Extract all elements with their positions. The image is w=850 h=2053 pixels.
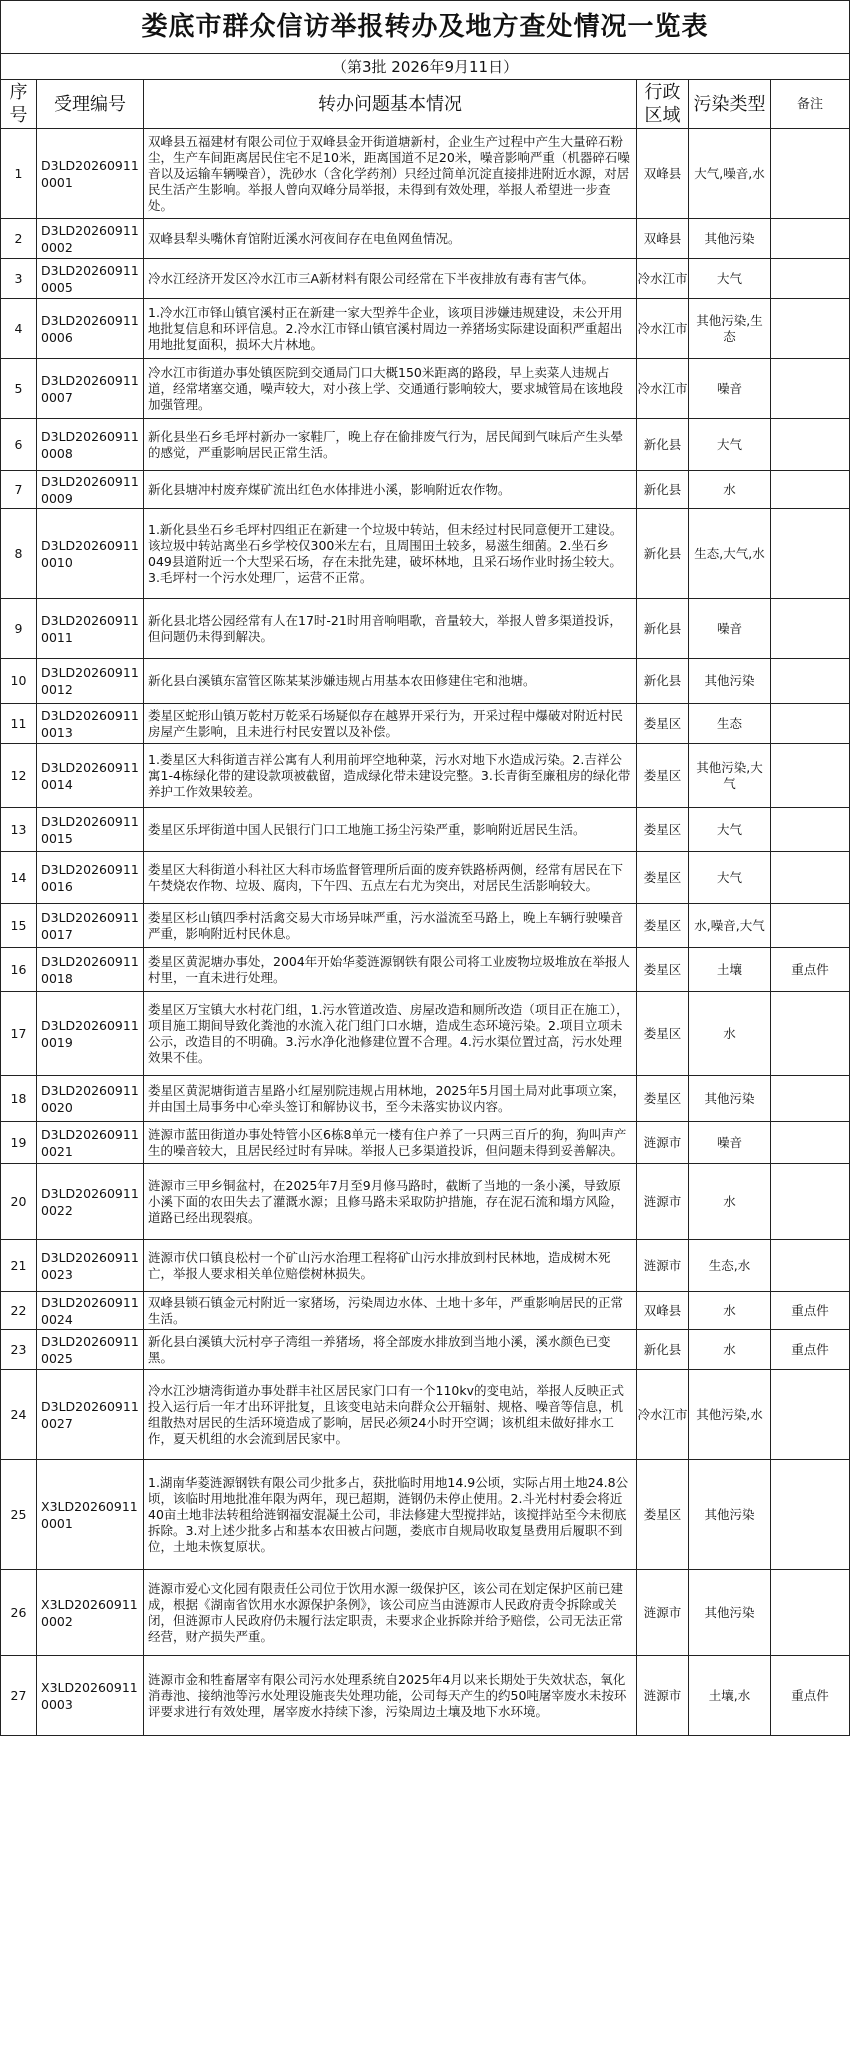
case-description: 1.娄星区大科街道吉祥公寓有人利用前坪空地种菜，污水对地下水造成污染。2.吉祥公寓1-4栋绿化带的建设款项被截留，造成绿化带未建设完整。3.长青街至廉租房的绿化带养护工作效果较差。 [144, 744, 637, 808]
case-description: 新化县坐石乡毛坪村新办一家鞋厂，晚上存在偷排废气行为，居民闻到气味后产生头晕的感觉，严重影响居民正常生活。 [144, 419, 637, 471]
case-description: 娄星区黄泥塘办事处，2004年开始华菱涟源钢铁有限公司将工业废物垃圾堆放在举报人村里，一直未进行处理。 [144, 948, 637, 992]
table-row [1, 852, 850, 904]
remark [771, 659, 850, 704]
table-row [1, 992, 850, 1076]
table-row [1, 599, 850, 659]
case-id: D3LD202609110027 [37, 1370, 144, 1460]
remark [771, 1460, 850, 1570]
case-id: D3LD202609110008 [37, 419, 144, 471]
case-description: 新化县白溪镇东富管区陈某某涉嫌违规占用基本农田修建住宅和池塘。 [144, 659, 637, 704]
row-number: 5 [1, 359, 37, 419]
row-number: 23 [1, 1330, 37, 1370]
remark [771, 259, 850, 299]
case-description: 娄星区黄泥塘街道吉星路小红屋别院违规占用林地，2025年5月国土局对此事项立案，并由国土局事务中心牵头签订和解协议书，至今未落实协议内容。 [144, 1076, 637, 1122]
row-number: 20 [1, 1164, 37, 1240]
case-id: D3LD202609110001 [37, 129, 144, 219]
case-description: 涟源市三甲乡铜盆村，在2025年7月至9月修马路时，截断了当地的一条小溪，导致原小溪下面的农田失去了灌溉水源；且修马路未采取防护措施，存在泥石流和塌方风险，道路已经出现裂痕。 [144, 1164, 637, 1240]
table-row [1, 1164, 850, 1240]
case-description: 娄星区蛇形山镇万乾村万乾采石场疑似存在越界开采行为，开采过程中爆破对附近村民房屋产生影响，且未进行村民安置以及补偿。 [144, 704, 637, 744]
remark [771, 1570, 850, 1656]
pollution-type: 大气 [689, 259, 771, 299]
case-description: 冷水江经济开发区冷水江市三A新材料有限公司经常在下半夜排放有毒有害气体。 [144, 259, 637, 299]
pollution-type: 生态,水 [689, 1240, 771, 1292]
pollution-type: 其他污染 [689, 1570, 771, 1656]
case-id: D3LD202609110010 [37, 509, 144, 599]
remark [771, 509, 850, 599]
case-description: 娄星区万宝镇大水村花门组，1.污水管道改造、房屋改造和厕所改造（项目正在施工），项目施工期间导致化粪池的水流入花门组门口水塘，造成生态环境污染。2.项目立项未公示，改造目的不明确。3.污水净化池修建位置不合理。4.污水渠位置过高，污水处理效果不佳。 [144, 992, 637, 1076]
case-id: D3LD202609110014 [37, 744, 144, 808]
admin-area: 新化县 [637, 599, 689, 659]
pollution-type: 其他污染,生态 [689, 299, 771, 359]
table-row [1, 1076, 850, 1122]
case-description: 新化县塘冲村废弃煤矿流出红色水体排进小溪，影响附近农作物。 [144, 471, 637, 509]
case-id: D3LD202609110015 [37, 808, 144, 852]
pollution-type: 生态 [689, 704, 771, 744]
admin-area: 双峰县 [637, 129, 689, 219]
remark [771, 599, 850, 659]
pollution-type: 大气 [689, 808, 771, 852]
admin-area: 娄星区 [637, 1076, 689, 1122]
case-id: D3LD202609110012 [37, 659, 144, 704]
pollution-type: 其他污染 [689, 1460, 771, 1570]
table-row [1, 1240, 850, 1292]
table-row [1, 704, 850, 744]
case-id: D3LD202609110021 [37, 1122, 144, 1164]
case-description: 涟源市伏口镇良松村一个矿山污水治理工程将矿山污水排放到村民林地，造成树木死亡，举报人要求相关单位赔偿树林损失。 [144, 1240, 637, 1292]
admin-area: 娄星区 [637, 808, 689, 852]
remark [771, 808, 850, 852]
header-desc: 转办问题基本情况 [144, 80, 637, 129]
remark: 重点件 [771, 1292, 850, 1330]
case-description: 1.冷水江市铎山镇官溪村正在新建一家大型养牛企业，该项目涉嫌违规建设，未公开用地批复信息和环评信息。2.冷水江市铎山镇官溪村周边一养猪场实际建设面积严重超出用地批复面积，损坏大片林地。 [144, 299, 637, 359]
row-number: 9 [1, 599, 37, 659]
title-row [1, 1, 850, 54]
remark [771, 992, 850, 1076]
row-number: 17 [1, 992, 37, 1076]
remark [771, 904, 850, 948]
case-id: D3LD202609110007 [37, 359, 144, 419]
pollution-type: 其他污染 [689, 1076, 771, 1122]
case-id: D3LD202609110019 [37, 992, 144, 1076]
case-description: 冷水江沙塘湾街道办事处群丰社区居民家门口有一个110kv的变电站，举报人反映正式投入运行后一年才出环评批复，且该变电站未向群众公开辐射、规格、噪音等信息，机组散热对居民的生活环境造成了影响，居民必须24小时开空调；该机组未做好排水工作，夏天机组的水会流到居民家中。 [144, 1370, 637, 1460]
pollution-type: 水 [689, 1164, 771, 1240]
case-description: 娄星区大科街道小科社区大科市场监督管理所后面的废弃铁路桥两侧，经常有居民在下午焚烧农作物、垃圾、腐肉，下午四、五点左右尤为突出，对居民生活影响较大。 [144, 852, 637, 904]
table-row [1, 1460, 850, 1570]
admin-area: 涟源市 [637, 1164, 689, 1240]
remark [771, 1164, 850, 1240]
case-id: X3LD202609110001 [37, 1460, 144, 1570]
pollution-type: 水,噪音,大气 [689, 904, 771, 948]
table-row [1, 219, 850, 259]
row-number: 24 [1, 1370, 37, 1460]
admin-area: 娄星区 [637, 744, 689, 808]
admin-area: 涟源市 [637, 1122, 689, 1164]
pollution-type: 大气,噪音,水 [689, 129, 771, 219]
remark [771, 419, 850, 471]
row-number: 22 [1, 1292, 37, 1330]
header-row [1, 80, 850, 129]
case-description: 新化县北塔公园经常有人在17时-21时用音响唱歌，音量较大，举报人曾多渠道投诉，但问题仍未得到解决。 [144, 599, 637, 659]
remark: 重点件 [771, 1330, 850, 1370]
row-number: 19 [1, 1122, 37, 1164]
admin-area: 新化县 [637, 509, 689, 599]
row-number: 10 [1, 659, 37, 704]
admin-area: 冷水江市 [637, 1370, 689, 1460]
case-id: D3LD202609110017 [37, 904, 144, 948]
remark [771, 1240, 850, 1292]
table-row [1, 471, 850, 509]
case-description: 涟源市蓝田街道办事处特管小区6栋8单元一楼有住户养了一只两三百斤的狗，狗叫声产生的噪音较大，且居民经过时有异味。举报人已多渠道投诉，但问题未得到妥善解决。 [144, 1122, 637, 1164]
case-description: 双峰县犁头嘴休育馆附近溪水河夜间存在电鱼网鱼情况。 [144, 219, 637, 259]
case-id: D3LD202609110022 [37, 1164, 144, 1240]
admin-area: 娄星区 [637, 904, 689, 948]
table-row [1, 808, 850, 852]
admin-area: 涟源市 [637, 1240, 689, 1292]
admin-area: 娄星区 [637, 1460, 689, 1570]
row-number: 13 [1, 808, 37, 852]
case-id: D3LD202609110011 [37, 599, 144, 659]
pollution-type: 生态,大气,水 [689, 509, 771, 599]
row-number: 15 [1, 904, 37, 948]
case-description: 新化县白溪镇大沅村亭子湾组一养猪场，将全部废水排放到当地小溪，溪水颜色已变黑。 [144, 1330, 637, 1370]
admin-area: 涟源市 [637, 1570, 689, 1656]
row-number: 25 [1, 1460, 37, 1570]
case-id: X3LD202609110003 [37, 1656, 144, 1736]
pollution-type: 大气 [689, 852, 771, 904]
admin-area: 冷水江市 [637, 259, 689, 299]
pollution-type: 水 [689, 1292, 771, 1330]
remark [771, 744, 850, 808]
remark: 重点件 [771, 948, 850, 992]
header-id: 受理编号 [37, 80, 144, 129]
row-number: 2 [1, 219, 37, 259]
pollution-type: 土壤,水 [689, 1656, 771, 1736]
subtitle-row [1, 54, 850, 80]
table-row [1, 259, 850, 299]
case-id: D3LD202609110023 [37, 1240, 144, 1292]
table-row [1, 948, 850, 992]
pollution-type: 其他污染 [689, 219, 771, 259]
table-row [1, 129, 850, 219]
case-description: 1.新化县坐石乡毛坪村四组正在新建一个垃圾中转站，但未经过村民同意便开工建设。该垃圾中转站离坐石乡学校仅300米左右，且周围田土较多，易滋生细菌。2.坐石乡049县道附近一个大型采石场，存在未批先建，破坏林地，且采石场作业时扬尘较大。3.毛坪村一个污水处理厂，运营不正常。 [144, 509, 637, 599]
table-row [1, 299, 850, 359]
table-row [1, 904, 850, 948]
row-number: 3 [1, 259, 37, 299]
table-row [1, 1570, 850, 1656]
pollution-type: 土壤 [689, 948, 771, 992]
case-description: 双峰县五福建材有限公司位于双峰县金开街道塘新村，企业生产过程中产生大量碎石粉尘，生产车间距离居民住宅不足10米，距离国道不足20米，噪音影响严重（机器碎石噪音以及运输车辆噪音），洗砂水（含化学药剂）只经过简单沉淀直接排进附近水源，对居民生活产生影响。举报人曾向双峰分局举报，未得到有效处理，举报人希望进一步查处。 [144, 129, 637, 219]
remark [771, 299, 850, 359]
header-area: 行政区域 [637, 80, 689, 129]
case-description: 双峰县锁石镇金元村附近一家猪场，污染周边水体、土地十多年，严重影响居民的正常生活。 [144, 1292, 637, 1330]
admin-area: 冷水江市 [637, 359, 689, 419]
remark [771, 219, 850, 259]
pollution-type: 其他污染 [689, 659, 771, 704]
header-note: 备注 [771, 80, 850, 129]
table-row [1, 1656, 850, 1736]
row-number: 11 [1, 704, 37, 744]
case-description: 1.湖南华菱涟源钢铁有限公司少批多占，获批临时用地14.9公顷，实际占用土地24.8公顷，该临时用地批准年限为两年，现已超期，涟钢仍未停止使用。2.斗光村村委会将近40亩土地非法转租给涟钢福安混凝土公司，非法修建大型搅拌站，该搅拌站至今未彻底拆除。3.对上述少批多占和基本农田被占问题，娄底市自规局收取复垦费用后履职不到位，土地未恢复原状。 [144, 1460, 637, 1570]
row-number: 27 [1, 1656, 37, 1736]
case-description: 涟源市金和牲畜屠宰有限公司污水处理系统自2025年4月以来长期处于失效状态，氧化消毒池、接纳池等污水处理设施丧失处理功能，公司每天产生的约50吨屠宰废水未按环评要求进行有效处理，屠宰废水持续下渗，污染周边土壤及地下水环境。 [144, 1656, 637, 1736]
remark [771, 704, 850, 744]
remark [771, 359, 850, 419]
case-description: 娄星区杉山镇四季村活禽交易大市场异味严重，污水溢流至马路上，晚上车辆行驶噪音严重，影响附近村民休息。 [144, 904, 637, 948]
row-number: 12 [1, 744, 37, 808]
row-number: 26 [1, 1570, 37, 1656]
row-number: 14 [1, 852, 37, 904]
remark [771, 1122, 850, 1164]
case-id: D3LD202609110009 [37, 471, 144, 509]
admin-area: 涟源市 [637, 1656, 689, 1736]
row-number: 8 [1, 509, 37, 599]
case-id: D3LD202609110002 [37, 219, 144, 259]
header-type: 污染类型 [689, 80, 771, 129]
case-id: D3LD202609110024 [37, 1292, 144, 1330]
table-row [1, 659, 850, 704]
admin-area: 娄星区 [637, 992, 689, 1076]
admin-area: 娄星区 [637, 948, 689, 992]
pollution-type: 水 [689, 992, 771, 1076]
admin-area: 娄星区 [637, 704, 689, 744]
row-number: 7 [1, 471, 37, 509]
admin-area: 新化县 [637, 471, 689, 509]
table-row [1, 744, 850, 808]
pollution-type: 大气 [689, 419, 771, 471]
document-title: 娄底市群众信访举报转办及地方查处情况一览表 [1, 1, 850, 54]
remark [771, 1370, 850, 1460]
case-id: D3LD202609110016 [37, 852, 144, 904]
admin-area: 冷水江市 [637, 299, 689, 359]
row-number: 16 [1, 948, 37, 992]
case-id: D3LD202609110025 [37, 1330, 144, 1370]
admin-area: 新化县 [637, 659, 689, 704]
pollution-type: 水 [689, 471, 771, 509]
pollution-type: 噪音 [689, 599, 771, 659]
case-id: D3LD202609110013 [37, 704, 144, 744]
row-number: 1 [1, 129, 37, 219]
table-row [1, 1370, 850, 1460]
header-no: 序号 [1, 80, 37, 129]
row-number: 6 [1, 419, 37, 471]
admin-area: 新化县 [637, 1330, 689, 1370]
pollution-type: 噪音 [689, 359, 771, 419]
admin-area: 双峰县 [637, 1292, 689, 1330]
pollution-type: 水 [689, 1330, 771, 1370]
table-row [1, 1122, 850, 1164]
case-description: 涟源市爱心文化园有限责任公司位于饮用水源一级保护区，该公司在划定保护区前已建成，根据《湖南省饮用水水源保护条例》，该公司应当由涟源市人民政府责令拆除或关闭，但涟源市人民政府仍未履行法定职责，未要求企业拆除并给予赔偿，公司无法正常经营，财产损失严重。 [144, 1570, 637, 1656]
table-row [1, 1330, 850, 1370]
row-number: 18 [1, 1076, 37, 1122]
admin-area: 新化县 [637, 419, 689, 471]
table-row [1, 1292, 850, 1330]
row-number: 4 [1, 299, 37, 359]
remark [771, 471, 850, 509]
pollution-type: 其他污染,水 [689, 1370, 771, 1460]
table-row [1, 359, 850, 419]
remark [771, 852, 850, 904]
case-id: X3LD202609110002 [37, 1570, 144, 1656]
document-subtitle: （第3批 2026年9月11日） [1, 54, 850, 80]
pollution-type: 噪音 [689, 1122, 771, 1164]
pollution-type: 其他污染,大气 [689, 744, 771, 808]
case-id: D3LD202609110018 [37, 948, 144, 992]
remark: 重点件 [771, 1656, 850, 1736]
remark [771, 129, 850, 219]
table-row [1, 509, 850, 599]
case-id: D3LD202609110006 [37, 299, 144, 359]
remark [771, 1076, 850, 1122]
case-description: 娄星区乐坪街道中国人民银行门口工地施工扬尘污染严重，影响附近居民生活。 [144, 808, 637, 852]
case-description: 冷水江市街道办事处镇医院到交通局门口大概150米距离的路段，早上卖菜人违规占道，经常堵塞交通，噪声较大，对小孩上学、交通通行影响较大，要求城管局在该地段加强管理。 [144, 359, 637, 419]
admin-area: 双峰县 [637, 219, 689, 259]
case-id: D3LD202609110020 [37, 1076, 144, 1122]
admin-area: 娄星区 [637, 852, 689, 904]
case-id: D3LD202609110005 [37, 259, 144, 299]
table-row [1, 419, 850, 471]
row-number: 21 [1, 1240, 37, 1292]
